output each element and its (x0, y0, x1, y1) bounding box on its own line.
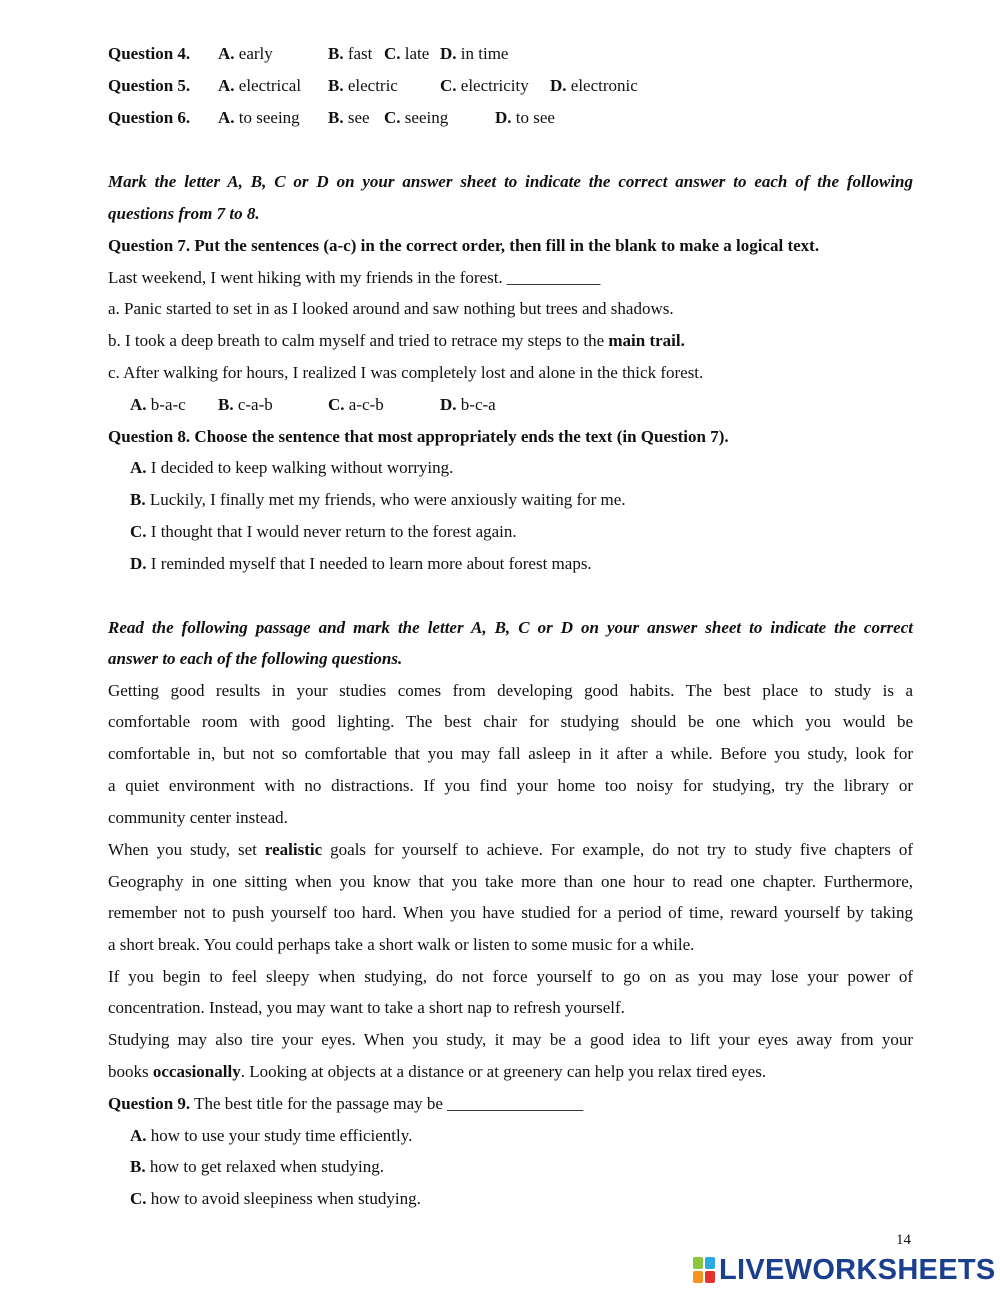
passage-line: community center instead. (108, 808, 288, 827)
option-b[interactable]: B. Luckily, I finally met my friends, who were anxiously waiting for me. (130, 490, 626, 509)
option-a[interactable]: A. to seeing (218, 108, 300, 127)
instruction-line: answer to each of the following questions. (108, 649, 403, 668)
option-c[interactable]: C. I thought that I would never return to the forest again. (130, 522, 517, 541)
option-b[interactable]: B. fast (328, 44, 373, 63)
option-c[interactable]: C. electricity (440, 76, 529, 95)
question-8-prompt: Question 8. Choose the sentence that most appropriately ends the text (in Question 7). (108, 427, 729, 446)
question-label: Question 4. (108, 44, 191, 63)
liveworksheets-logo-icon (693, 1257, 715, 1283)
q7-lead-sentence: Last weekend, I went hiking with my friends in the forest. ___________ (108, 268, 601, 287)
logo-text: LIVEWORKSHEETS (719, 1253, 996, 1286)
question-label: Question 6. (108, 108, 191, 127)
option-d[interactable]: D. in time (440, 44, 509, 63)
option-d[interactable]: D. electronic (550, 76, 638, 95)
question-7-prompt: Question 7. Put the sentences (a-c) in the correct order, then fill in the blank to make a logical text. (108, 236, 820, 255)
option-b[interactable]: B. see (328, 108, 370, 127)
passage-line: a quiet environment with no distractions. If you find your home too noisy for studying, try the library or (108, 776, 913, 795)
q7-sentence-c: c. After walking for hours, I realized I was completely lost and alone in the thick forest. (108, 363, 704, 382)
question-9-prompt: Question 9. The best title for the passage may be ________________ (108, 1094, 584, 1113)
option-a[interactable]: A. how to use your study time efficiently. (130, 1126, 413, 1145)
option-d[interactable]: D. to see (495, 108, 555, 127)
passage-line: remember not to push yourself too hard. When you have studied for a period of time, reward yourself by taking (108, 903, 913, 922)
question-label: Question 5. (108, 76, 191, 95)
q7-sentence-b: b. I took a deep breath to calm myself and tried to retrace my steps to the main trail. (108, 331, 685, 350)
option-a[interactable]: A. early (218, 44, 273, 63)
option-a[interactable]: A. electrical (218, 76, 302, 95)
option-a[interactable]: A. I decided to keep walking without worrying. (130, 458, 454, 477)
option-b[interactable]: B. electric (328, 76, 398, 95)
option-d[interactable]: D. b-c-a (440, 395, 496, 414)
passage-line: comfortable in, but not so comfortable that you may fall asleep in it after a while. Before you study, look for (108, 744, 913, 763)
passage-line: comfortable room with good lighting. The best chair for studying should be one which you would be (108, 712, 913, 731)
passage-line: a short break. You could perhaps take a short walk or listen to some music for a while. (108, 935, 695, 954)
passage-line: Studying may also tire your eyes. When you study, it may be a good idea to lift your eyes away from your (108, 1030, 913, 1049)
option-c[interactable]: C. how to avoid sleepiness when studying. (130, 1189, 421, 1208)
q7-sentence-a: a. Panic started to set in as I looked around and saw nothing but trees and shadows. (108, 299, 674, 318)
option-b[interactable]: B. how to get relaxed when studying. (130, 1157, 385, 1176)
passage-line: Getting good results in your studies comes from developing good habits. The best place to study is a (108, 681, 913, 700)
instruction-line: Mark the letter A, B, C or D on your answer sheet to indicate the correct answer to each of the following (108, 172, 913, 191)
page-number: 14 (896, 1232, 911, 1248)
option-c[interactable]: C. late (384, 44, 430, 63)
passage-line: Geography in one sitting when you know that you take more than one hour to read one chapter. Furthermore, (108, 872, 913, 891)
option-b[interactable]: B. c-a-b (218, 395, 273, 414)
option-c[interactable]: C. a-c-b (328, 395, 384, 414)
option-a[interactable]: A. b-a-c (130, 395, 186, 414)
passage-line: When you study, set realistic goals for yourself to achieve. For example, do not try to study five chapters of (108, 840, 913, 859)
liveworksheets-logo[interactable] (693, 1254, 996, 1286)
passage-line: concentration. Instead, you may want to take a short nap to refresh yourself. (108, 998, 625, 1017)
instruction-line: questions from 7 to 8. (108, 204, 260, 223)
option-c[interactable]: C. seeing (384, 108, 449, 127)
passage-line: books occasionally. Looking at objects at a distance or at greenery can help you relax tired eyes. (108, 1062, 767, 1081)
instruction-line: Read the following passage and mark the letter A, B, C or D on your answer sheet to indicate the correct (108, 618, 913, 637)
passage-line: If you begin to feel sleepy when studying, do not force yourself to go on as you may lose your power of (108, 967, 913, 986)
option-d[interactable]: D. I reminded myself that I needed to learn more about forest maps. (130, 554, 592, 573)
